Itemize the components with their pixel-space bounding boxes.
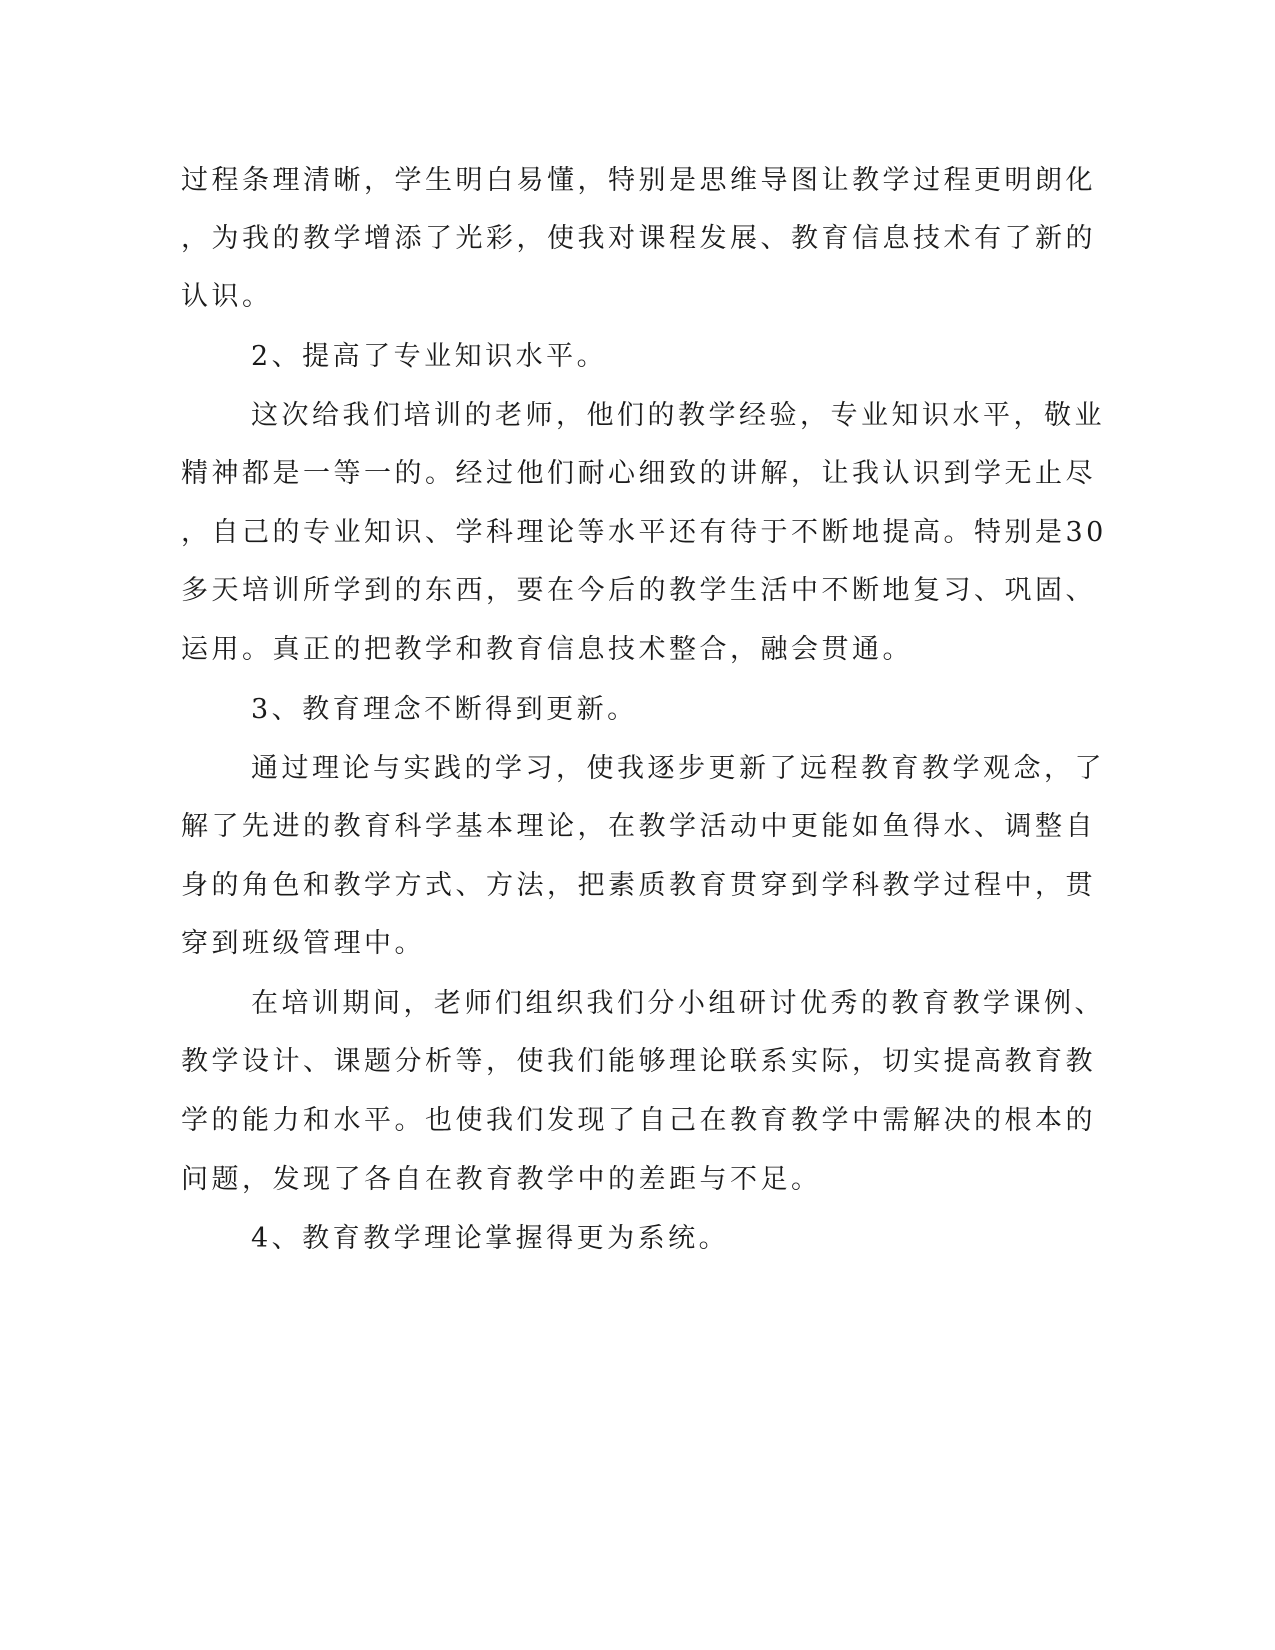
text-line: 穿到班级管理中。 [181, 928, 425, 959]
text-line: 认识。 [181, 281, 273, 312]
section-heading: 4、教育教学理论掌握得更为系统。 [251, 1223, 730, 1254]
text-line: 多天培训所学到的东西，要在今后的教学生活中不断地复习、巩固、 [181, 575, 1096, 606]
text-line: ，为我的教学增添了光彩，使我对课程发展、教育信息技术有了新的 [181, 223, 1096, 254]
section-heading: 2、提高了专业知识水平。 [251, 341, 608, 372]
text-line: 解了先进的教育科学基本理论，在教学活动中更能如鱼得水、调整自 [181, 811, 1096, 842]
text-line: 身的角色和教学方式、方法，把素质教育贯穿到学科教学过程中，贯 [181, 870, 1096, 901]
text-line: 通过理论与实践的学习，使我逐步更新了远程教育教学观念，了 [251, 753, 1105, 784]
text-line: 精神都是一等一的。经过他们耐心细致的讲解，让我认识到学无止尽 [181, 458, 1096, 489]
text-line: 过程条理清晰，学生明白易懂，特别是思维导图让教学过程更明朗化 [181, 165, 1096, 196]
text-line: 这次给我们培训的老师，他们的教学经验，专业知识水平，敬业 [251, 400, 1105, 431]
text-line: 学的能力和水平。也使我们发现了自己在教育教学中需解决的根本的 [181, 1105, 1096, 1136]
text-line: 在培训期间，老师们组织我们分小组研讨优秀的教育教学课例、 [251, 988, 1105, 1019]
text-line: 运用。真正的把教学和教育信息技术整合，融会贯通。 [181, 634, 913, 665]
text-line: 问题，发现了各自在教育教学中的差距与不足。 [181, 1164, 822, 1195]
section-heading: 3、教育理念不断得到更新。 [251, 694, 638, 725]
text-line: ，自己的专业知识、学科理论等水平还有待于不断地提高。特别是30 [181, 517, 1107, 548]
text-line: 教学设计、课题分析等，使我们能够理论联系实际，切实提高教育教 [181, 1046, 1096, 1077]
